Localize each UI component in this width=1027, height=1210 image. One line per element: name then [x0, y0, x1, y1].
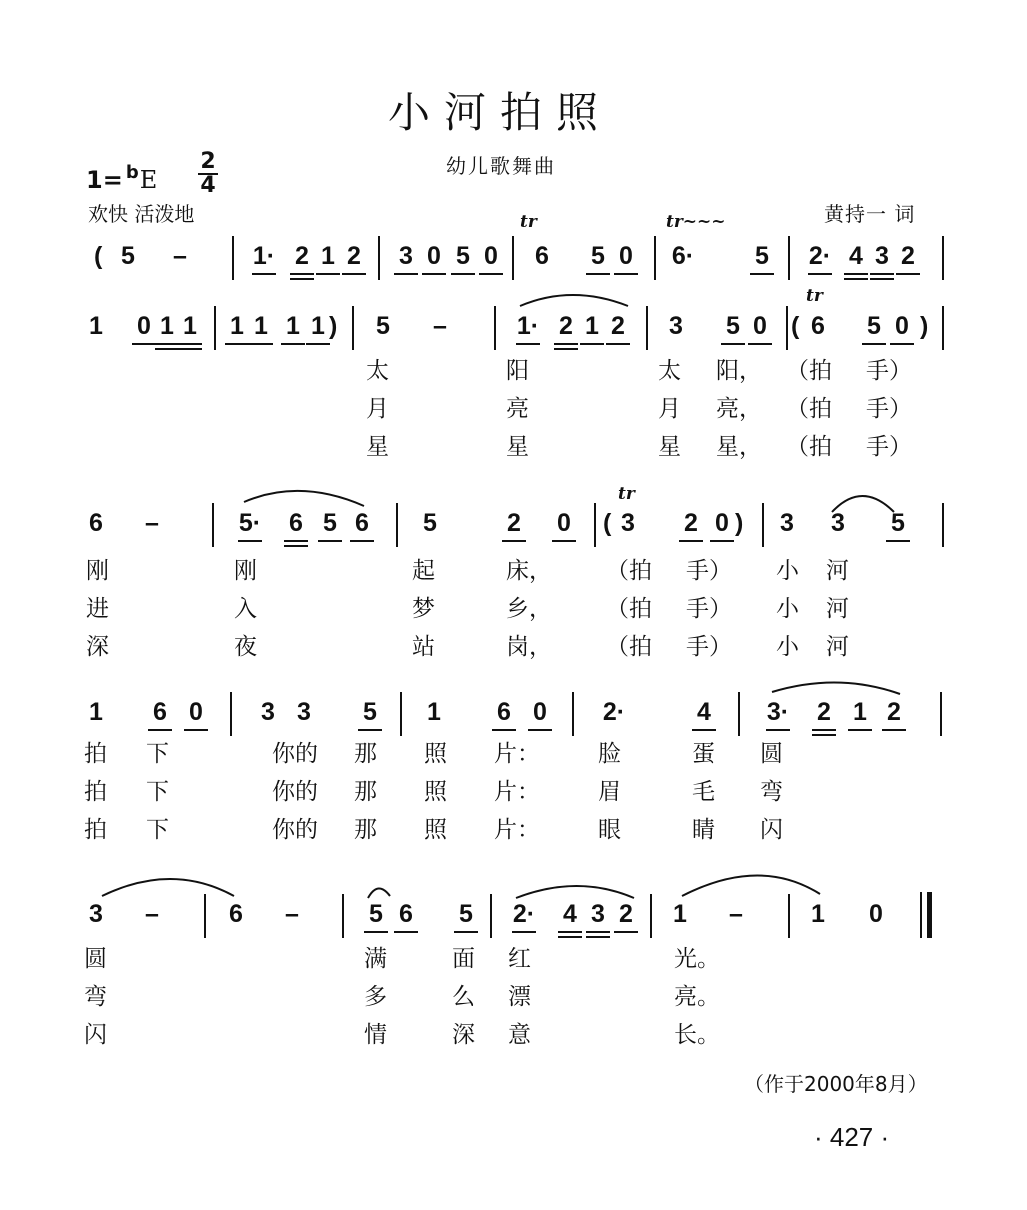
note: 6 — [289, 509, 303, 537]
note: 2 — [887, 698, 901, 726]
note: 5 — [891, 509, 905, 537]
note: 3 — [297, 698, 311, 726]
bracket: ( — [603, 509, 612, 537]
note: 6 — [535, 242, 549, 270]
note: 1 — [585, 312, 599, 340]
lyric-char: 手） — [686, 558, 732, 584]
lyric-char: 满 — [364, 946, 387, 972]
lyric-char: 太 — [366, 358, 389, 384]
lyric-char: （拍 — [786, 358, 832, 384]
lyric-char: 起 — [412, 558, 435, 584]
note: 6 — [89, 509, 103, 537]
note: 1 — [311, 312, 325, 340]
note: 6 — [153, 698, 167, 726]
note: 0 — [484, 242, 498, 270]
note: 5 — [423, 509, 437, 537]
note: 1· — [516, 312, 540, 340]
note: 3 — [780, 509, 794, 537]
lyric-char: 那 — [354, 741, 377, 767]
lyric-char: 进 — [86, 596, 109, 622]
slur — [520, 295, 628, 306]
note: 3 — [399, 242, 413, 270]
note: 5 — [369, 900, 383, 928]
lyric-char: 月 — [366, 396, 389, 422]
note: 2 — [684, 509, 698, 537]
note: 1 — [183, 312, 197, 340]
composition-date: （作于2000年8月） — [744, 1072, 928, 1096]
lyric-char: 床， — [506, 558, 552, 584]
note: 5 — [867, 312, 881, 340]
time-numerator: 2 — [200, 149, 216, 174]
note: 6 — [497, 698, 511, 726]
note: 0 — [753, 312, 767, 340]
note: 0 — [619, 242, 633, 270]
lyric-char: 照 — [424, 741, 447, 767]
bracket: ( — [94, 242, 103, 270]
lyric-char: 照 — [424, 817, 447, 843]
song-subtitle: 幼儿歌舞曲 — [446, 154, 556, 178]
note: 5 — [363, 698, 377, 726]
note: 1 — [89, 312, 103, 340]
lyric-char: 毛 — [692, 779, 715, 805]
note: 0 — [137, 312, 151, 340]
note: 1 — [673, 900, 687, 928]
lyric-char: 手） — [866, 396, 912, 422]
slur — [832, 496, 894, 512]
note: 2 — [817, 698, 831, 726]
note: 5 — [755, 242, 769, 270]
note: 2· — [808, 242, 832, 270]
lyric-char: 手） — [686, 596, 732, 622]
note: 2· — [512, 900, 536, 928]
lyric-char: 闪 — [84, 1022, 107, 1048]
lyric-char: （拍 — [606, 558, 652, 584]
note: 4 — [849, 242, 863, 270]
lyric-char: 圆 — [760, 741, 783, 767]
time-denominator: 4 — [200, 173, 216, 198]
note: 2 — [901, 242, 915, 270]
lyric-char: 小 — [776, 634, 799, 660]
lyric-char: 面 — [452, 946, 475, 972]
lyric-char: 亮， — [716, 396, 762, 422]
note: – — [173, 242, 187, 270]
lyric-char: 星， — [716, 434, 762, 460]
lyric-char: 闪 — [760, 817, 783, 843]
note: 2 — [507, 509, 521, 537]
note: 2 — [611, 312, 625, 340]
note: 5 — [591, 242, 605, 270]
note: 1 — [160, 312, 174, 340]
note: 1 — [427, 698, 441, 726]
lyric-char: 弯 — [760, 779, 783, 805]
lyric-char: 情 — [364, 1022, 387, 1048]
lyric-char: 手） — [686, 634, 732, 660]
lyric-char: 亮 — [506, 396, 529, 422]
note: 0 — [533, 698, 547, 726]
lyric-char: 照 — [424, 779, 447, 805]
lyric-char: 脸 — [598, 741, 621, 767]
note: 2 — [559, 312, 573, 340]
lyric-char: 蛋 — [692, 741, 715, 767]
lyric-char: 河 — [826, 558, 849, 584]
note: 3 — [591, 900, 605, 928]
note: 5 — [121, 242, 135, 270]
lyric-char: 睛 — [692, 817, 715, 843]
lyric-char: 片： — [494, 741, 540, 767]
lyric-char: 圆 — [84, 946, 107, 972]
lyric-char: 片： — [494, 779, 540, 805]
slur — [244, 491, 364, 506]
note: 3 — [669, 312, 683, 340]
note: – — [729, 900, 743, 928]
lyric-char: 亮。 — [674, 984, 720, 1010]
lyric-char: 长。 — [674, 1022, 720, 1048]
lyric-char: 多 — [364, 984, 387, 1010]
note: 0 — [895, 312, 909, 340]
note: 6 — [811, 312, 825, 340]
lyric-char: 眉 — [598, 779, 621, 805]
note: 3· — [766, 698, 790, 726]
lyric-char: 夜 — [234, 634, 257, 660]
lyric-char: 拍 — [84, 817, 107, 843]
trill-mark: tr — [806, 286, 823, 306]
note: 2· — [602, 698, 626, 726]
lyric-char: 乡， — [506, 596, 552, 622]
key-prefix: 1= — [86, 166, 123, 194]
trill-mark: tr — [618, 484, 635, 504]
lyric-char: 意 — [508, 1022, 531, 1048]
slur — [682, 875, 820, 896]
lyric-char: 星 — [658, 434, 681, 460]
lyric-char: （拍 — [606, 634, 652, 660]
lyric-char: 拍 — [84, 779, 107, 805]
lyric-char: 河 — [826, 596, 849, 622]
note: 1· — [252, 242, 276, 270]
lyric-char: 那 — [354, 779, 377, 805]
note: 1 — [89, 698, 103, 726]
slur — [516, 886, 634, 898]
note: 6· — [671, 242, 695, 270]
note: 5 — [323, 509, 337, 537]
note: 1 — [230, 312, 244, 340]
note: 2 — [295, 242, 309, 270]
note: 4 — [697, 698, 711, 726]
bracket: ) — [920, 312, 929, 340]
song-title: 小河拍照 — [387, 88, 612, 137]
lyric-char: 小 — [776, 558, 799, 584]
note: 5 — [376, 312, 390, 340]
note: 1 — [321, 242, 335, 270]
note: 1 — [286, 312, 300, 340]
lyric-char: 岗， — [506, 634, 552, 660]
slur — [102, 879, 234, 896]
bracket: ) — [329, 312, 338, 340]
lyric-char: 下 — [146, 817, 169, 843]
lyric-char: 红 — [508, 946, 531, 972]
tempo-marking: 欢快 活泼地 — [88, 202, 195, 226]
bracket: ) — [735, 509, 744, 537]
lyric-char: 眼 — [598, 817, 621, 843]
lyric-char: 刚 — [234, 558, 257, 584]
lyric-char: 弯 — [84, 984, 107, 1010]
key-letter: E — [139, 166, 158, 194]
note: 1 — [811, 900, 825, 928]
lyric-char: 漂 — [508, 984, 531, 1010]
lyric-char: 梦 — [412, 596, 435, 622]
trill-mark: tr~~~ — [666, 212, 726, 232]
note: 1 — [254, 312, 268, 340]
lyric-char: 拍 — [84, 741, 107, 767]
note: 3 — [831, 509, 845, 537]
lyric-char: （拍 — [786, 396, 832, 422]
page-number: · 427 · — [814, 1122, 890, 1152]
lyric-char: 小 — [776, 596, 799, 622]
lyric-char: 手） — [866, 434, 912, 460]
note: 3 — [89, 900, 103, 928]
lyric-char: 刚 — [86, 558, 109, 584]
note: 5· — [238, 509, 262, 537]
lyric-char: 太 — [658, 358, 681, 384]
lyric-char: 星 — [506, 434, 529, 460]
note: 0 — [715, 509, 729, 537]
note: 5 — [459, 900, 473, 928]
note: 0 — [557, 509, 571, 537]
lyric-char: 深 — [452, 1022, 475, 1048]
note: – — [285, 900, 299, 928]
note: 6 — [355, 509, 369, 537]
lyric-char: 月 — [658, 396, 681, 422]
lyric-char: 下 — [146, 741, 169, 767]
lyric-char: 下 — [146, 779, 169, 805]
bracket: ( — [791, 312, 800, 340]
lyric-char: （拍 — [786, 434, 832, 460]
lyric-char: 站 — [412, 634, 435, 660]
lyric-char: 星 — [366, 434, 389, 460]
note: – — [145, 509, 159, 537]
lyric-char: 阳 — [506, 358, 529, 384]
lyric-char: 手） — [866, 358, 912, 384]
lyric-char: 么 — [452, 984, 475, 1010]
lyric-char: 入 — [234, 596, 257, 622]
lyricist-credit: 黄持一 词 — [824, 202, 916, 226]
note: 0 — [427, 242, 441, 270]
lyric-char: 光。 — [674, 946, 720, 972]
note: 5 — [456, 242, 470, 270]
trill-mark: tr — [520, 212, 537, 232]
note: 4 — [563, 900, 577, 928]
note: 1 — [853, 698, 867, 726]
lyric-char: 河 — [826, 634, 849, 660]
note: 6 — [399, 900, 413, 928]
lyric-char: （拍 — [606, 596, 652, 622]
note: 2 — [619, 900, 633, 928]
note: 0 — [189, 698, 203, 726]
note: 3 — [875, 242, 889, 270]
note: 6 — [229, 900, 243, 928]
lyric-char: 深 — [86, 634, 109, 660]
lyric-char: 你的 — [272, 779, 318, 805]
lyric-char: 阳， — [716, 358, 762, 384]
lyric-char: 片： — [494, 817, 540, 843]
note: 3 — [261, 698, 275, 726]
lyric-char: 你的 — [272, 741, 318, 767]
note: 5 — [726, 312, 740, 340]
note: 2 — [347, 242, 361, 270]
note: – — [433, 312, 447, 340]
flat-sign: b — [125, 162, 139, 183]
note: 0 — [869, 900, 883, 928]
lyric-char: 你的 — [272, 817, 318, 843]
lyric-char: 那 — [354, 817, 377, 843]
slur — [772, 682, 900, 694]
slur — [368, 888, 390, 898]
note: – — [145, 900, 159, 928]
note: 3 — [621, 509, 635, 537]
